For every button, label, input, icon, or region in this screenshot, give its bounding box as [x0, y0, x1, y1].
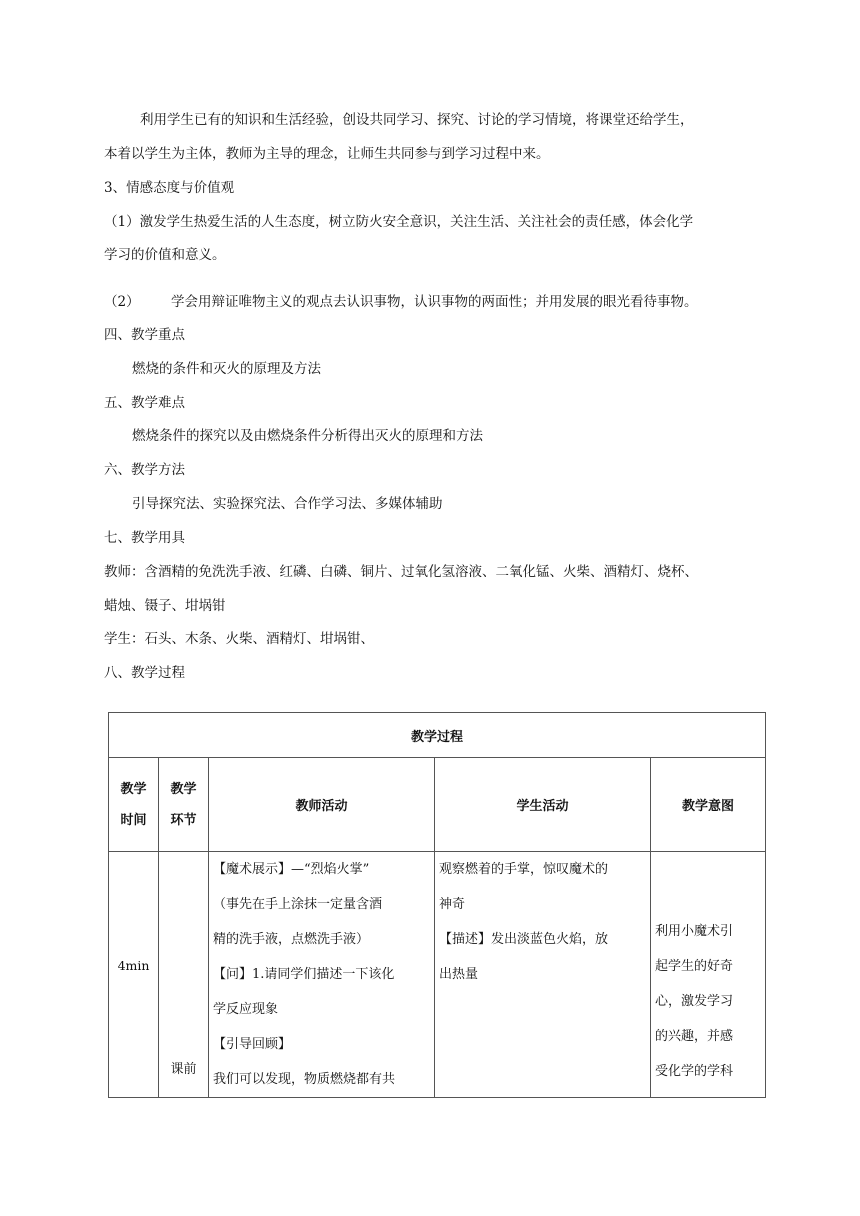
teacher-line: 【引导回顾】 [213, 1037, 292, 1052]
student-line: 神奇 [439, 897, 466, 912]
header-time [109, 758, 159, 852]
header-stage [159, 758, 209, 852]
stage-value: 课前 [170, 1062, 197, 1077]
paragraph-line: （2） [104, 294, 140, 310]
paragraph-line: 利用学生已有的知识和生活经验，创设共同学习、探究、讨论的学习情境，将课堂还给学生， [140, 112, 694, 128]
intent-line: 的兴趣，并感 [655, 1029, 734, 1044]
student-line: 【描述】发出淡蓝色火焰，放 [439, 932, 609, 947]
section-heading: 六、教学方法 [104, 462, 185, 478]
paragraph-line: 学会用辩证唯物主义的观点去认识事物，认识事物的两面性；并用发展的眼光看待事物。 [171, 294, 698, 310]
teacher-line: 【问】1.请同学们描述一下该化 [213, 967, 395, 982]
paragraph-line: 教师：含酒精的免洗洗手液、红磷、白磷、铜片、过氧化氢溶液、二氧化锰、火柴、酒精灯、烧杯、 [104, 564, 698, 580]
paragraph-line: 蜡烛、镊子、坩埚钳 [104, 598, 226, 614]
section-heading: 八、教学过程 [104, 665, 185, 681]
section-subheading: 3、情感态度与价值观 [104, 180, 235, 196]
teaching-process-table [108, 712, 766, 1098]
header-stage-line2: 环节 [170, 812, 197, 828]
paragraph-line: 学习的价值和意义。 [104, 247, 226, 263]
section-heading: 四、教学重点 [104, 327, 185, 343]
section-text: 燃烧的条件和灭火的原理及方法 [132, 361, 321, 377]
cell-student-activity [435, 852, 651, 1098]
teacher-line: （事先在手上涂抹一定量含酒 [213, 897, 383, 912]
intent-line: 利用小魔术引 [655, 924, 734, 939]
teacher-line: 【魔术展示】—“烈焰火掌” [213, 862, 370, 877]
teacher-line: 学反应现象 [213, 1002, 279, 1017]
section-heading: 七、教学用具 [104, 530, 185, 546]
student-line: 观察燃着的手掌，惊叹魔术的 [439, 862, 609, 877]
section-text: 燃烧条件的探究以及由燃烧条件分析得出灭火的原理和方法 [132, 428, 483, 444]
cell-time [109, 852, 159, 1098]
cell-teaching-intent [651, 852, 766, 1098]
student-line: 出热量 [439, 967, 479, 982]
header-teacher-activity: 教师活动 [209, 758, 435, 852]
section-heading: 五、教学难点 [104, 395, 185, 411]
header-stage-line1: 教学 [170, 781, 197, 797]
section-text: 引导探究法、实验探究法、合作学习法、多媒体辅助 [132, 496, 443, 512]
header-time-line2: 时间 [120, 812, 147, 828]
cell-stage [159, 852, 209, 1098]
table-title: 教学过程 [109, 713, 766, 758]
header-time-line1: 教学 [120, 781, 147, 797]
intent-line: 受化学的学科 [655, 1064, 734, 1079]
teacher-line: 我们可以发现，物质燃烧都有共 [213, 1072, 396, 1087]
paragraph-line: 本着以学生为主体，教师为主导的理念，让师生共同参与到学习过程中来。 [104, 146, 550, 162]
time-value: 4min [117, 958, 150, 973]
teacher-line: 精的洗手液，点燃洗手液） [213, 932, 370, 947]
cell-teacher-activity [209, 852, 435, 1098]
header-student-activity: 学生活动 [435, 758, 651, 852]
intent-line: 心，激发学习 [655, 994, 734, 1009]
paragraph-line: 学生：石头、木条、火柴、酒精灯、坩埚钳、 [104, 631, 374, 647]
intent-line: 起学生的好奇 [655, 959, 734, 974]
header-teaching-intent: 教学意图 [651, 758, 766, 852]
paragraph-line: （1）激发学生热爱生活的人生态度，树立防火安全意识，关注生活、关注社会的责任感，体会化学 [104, 214, 694, 230]
